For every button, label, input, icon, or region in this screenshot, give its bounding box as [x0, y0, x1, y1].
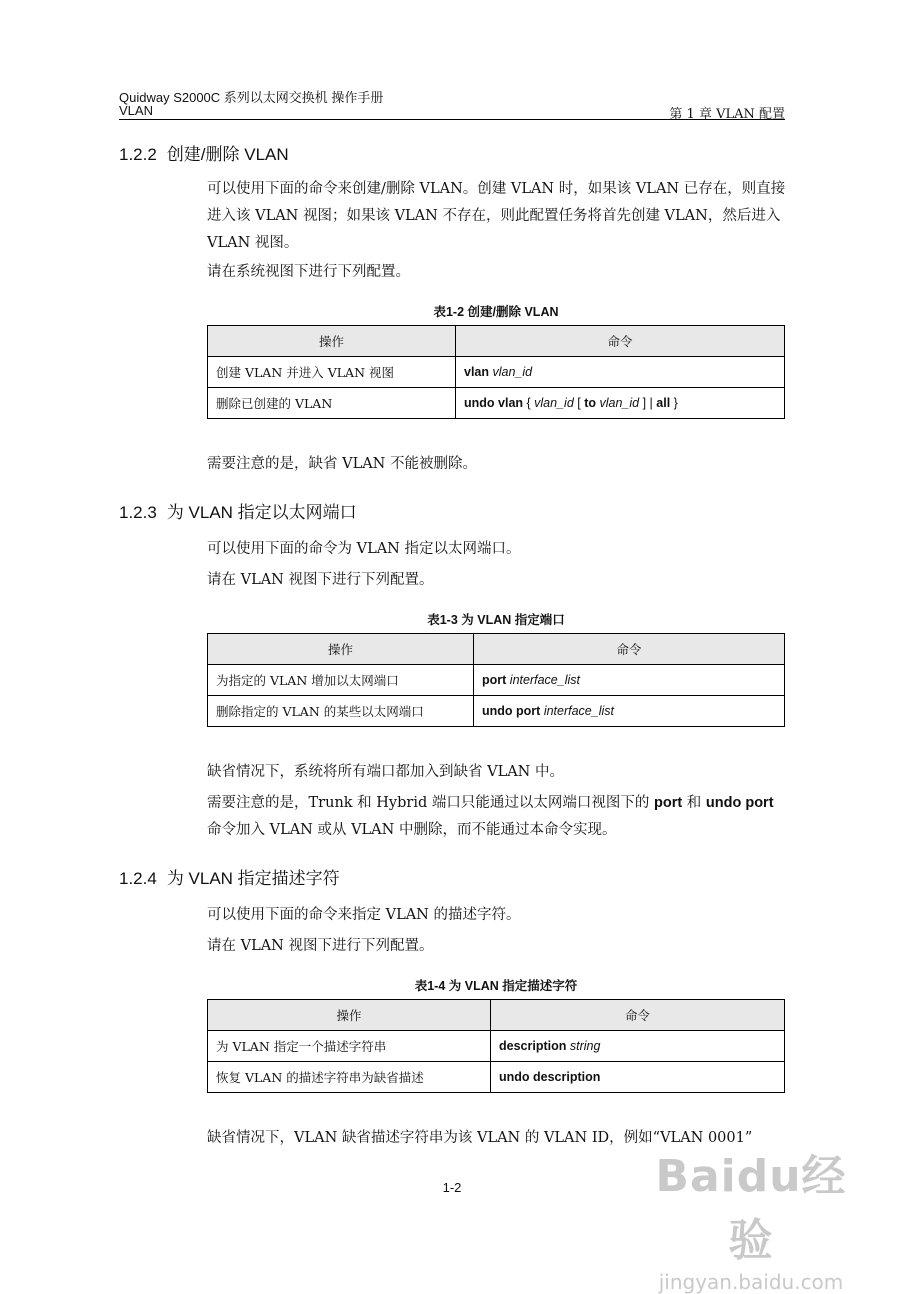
table-row	[208, 665, 785, 696]
table-row	[208, 357, 785, 388]
operation-cell: 为 VLAN 指定一个描述字符串	[208, 1031, 491, 1062]
operation-cell: 创建 VLAN 并进入 VLAN 视图	[208, 357, 456, 388]
paragraph: 请在系统视图下进行下列配置。	[207, 264, 410, 280]
section-number: 1.2.4	[119, 869, 157, 888]
command-table-1-4	[207, 999, 785, 1093]
section-heading-1-2-3	[119, 498, 357, 523]
header-chapter: 第 1 章 VLAN 配置	[669, 107, 785, 122]
table-header-row	[208, 326, 785, 357]
table-caption: 表1-4 为 VLAN 指定描述字符	[414, 979, 578, 993]
command-table-1-3	[207, 633, 785, 727]
column-header: 操作	[208, 634, 474, 665]
command-cell: undo port interface_list	[474, 696, 785, 727]
command-table-1-2	[207, 325, 785, 419]
paragraph: 请在 VLAN 视图下进行下列配置。	[207, 938, 434, 954]
baidu-watermark	[646, 1140, 856, 1294]
table-header-row	[208, 634, 785, 665]
page-number: 1-2	[442, 1180, 462, 1195]
section-title: 为 VLAN 指定以太网端口	[166, 503, 357, 522]
operation-cell: 为指定的 VLAN 增加以太网端口	[208, 665, 474, 696]
paragraph: 需要注意的是，缺省 VLAN 不能被删除。	[207, 456, 477, 472]
table-row	[208, 388, 785, 419]
command-cell: vlan vlan_id	[456, 357, 785, 388]
command-cell: undo description	[491, 1062, 785, 1093]
column-header: 操作	[208, 1000, 491, 1031]
command-cell: undo vlan { vlan_id [ to vlan_id ] | all }	[456, 388, 785, 419]
paragraph: 请在 VLAN 视图下进行下列配置。	[207, 572, 434, 588]
paragraph: 可以使用下面的命令来指定 VLAN 的描述字符。	[207, 907, 521, 923]
operation-cell: 恢复 VLAN 的描述字符串为缺省描述	[208, 1062, 491, 1093]
section-heading-1-2-2	[119, 140, 289, 165]
header-rule	[119, 119, 785, 120]
watermark-logo: Baidu经验	[655, 1151, 847, 1266]
section-title: 创建/删除 VLAN	[166, 145, 289, 164]
header-title: Quidway S2000C 系列以太网交换机 操作手册	[119, 90, 384, 105]
section-title: 为 VLAN 指定描述字符	[166, 869, 340, 888]
table-caption: 表1-2 创建/删除 VLAN	[433, 305, 559, 319]
column-header: 命令	[474, 634, 785, 665]
column-header: 命令	[456, 326, 785, 357]
table-caption: 表1-3 为 VLAN 指定端口	[427, 613, 565, 627]
paragraph: 需要注意的是，Trunk 和 Hybrid 端口只能通过以太网端口视图下的 port 和 undo port 命令加入 VLAN 或从 VLAN 中删除，而不能通过本命令实现。	[207, 795, 774, 838]
command-cell: description string	[491, 1031, 785, 1062]
operation-cell: 删除已创建的 VLAN	[208, 388, 456, 419]
column-header: 操作	[208, 326, 456, 357]
paragraph: 可以使用下面的命令为 VLAN 指定以太网端口。	[207, 541, 521, 557]
table-row	[208, 1031, 785, 1062]
table-row	[208, 1062, 785, 1093]
section-heading-1-2-4	[119, 864, 340, 889]
header-subtitle: VLAN	[119, 103, 153, 118]
table-row	[208, 696, 785, 727]
watermark-url: jingyan.baidu.com	[658, 1270, 844, 1294]
paragraph: 可以使用下面的命令来创建/删除 VLAN。创建 VLAN 时，如果该 VLAN 已存在，则直接进入该 VLAN 视图；如果该 VLAN 不存在，则此配置任务将首先创建 VLAN，然后进入 VLAN 视图。	[207, 181, 786, 251]
column-header: 命令	[491, 1000, 785, 1031]
paragraph: 缺省情况下，系统将所有端口都加入到缺省 VLAN 中。	[207, 764, 564, 780]
operation-cell: 删除指定的 VLAN 的某些以太网端口	[208, 696, 474, 727]
paragraph: 缺省情况下，VLAN 缺省描述字符串为该 VLAN 的 VLAN ID，例如“VLAN 0001”	[207, 1130, 753, 1146]
command-cell: port interface_list	[474, 665, 785, 696]
section-number: 1.2.3	[119, 503, 157, 522]
table-header-row	[208, 1000, 785, 1031]
section-number: 1.2.2	[119, 145, 157, 164]
